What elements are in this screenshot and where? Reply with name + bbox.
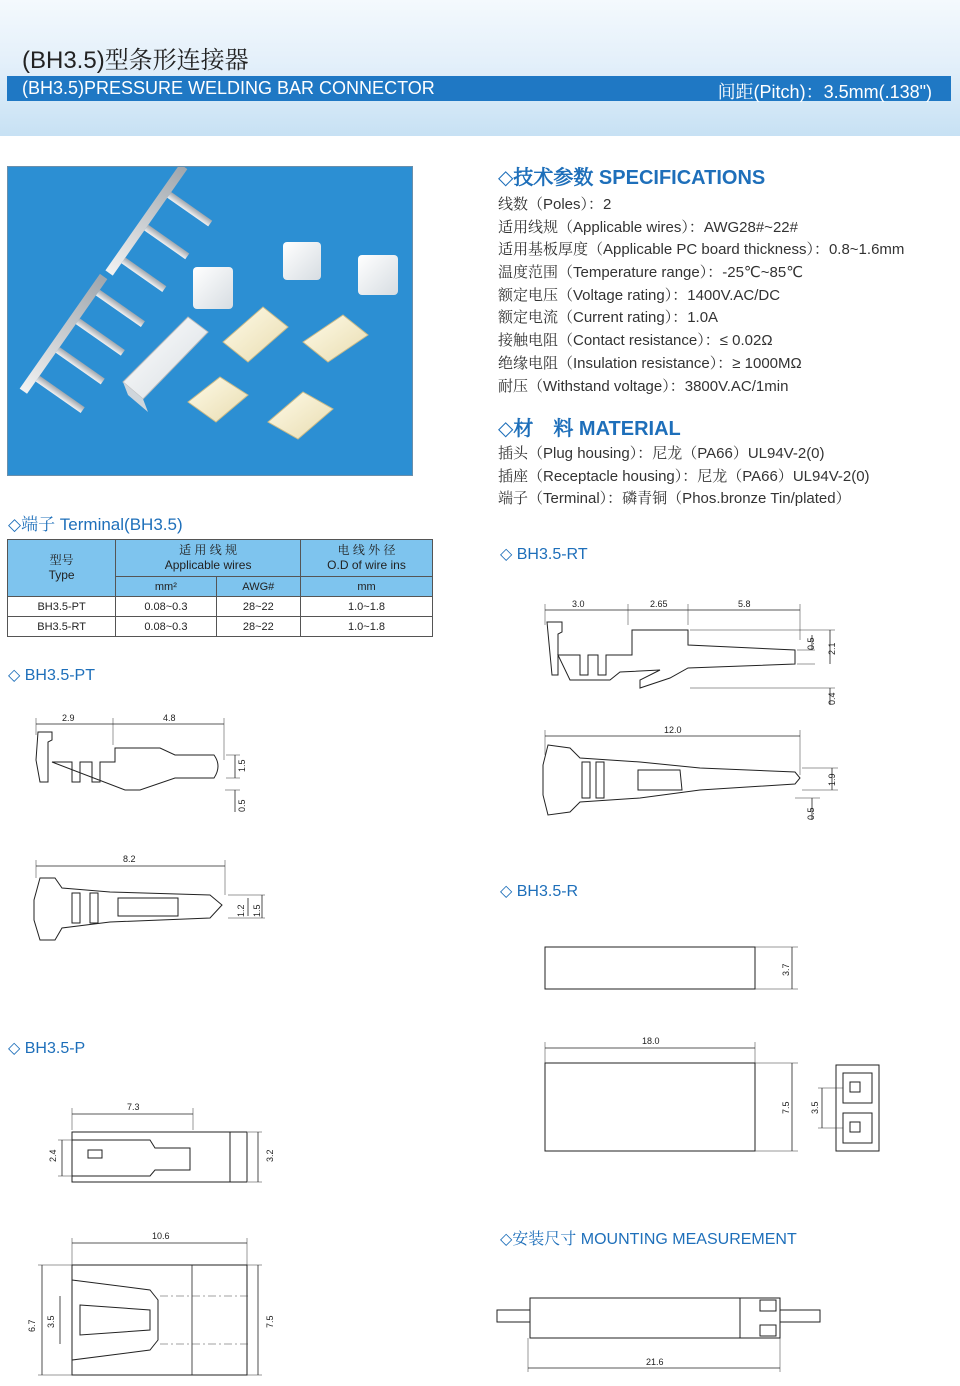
spec-item: 绝缘电阻（Insulation resistance）：≥ 1000MΩ (498, 354, 802, 372)
page-title-cn: (BH3.5)型条形连接器 (22, 47, 249, 74)
p-dim-g: 7.5 (265, 1315, 275, 1328)
material-item: 插座（Receptacle housing）：尼龙（PA66）UL94V-2(0) (498, 467, 870, 485)
unit-mm: mm (301, 577, 433, 597)
p-dim-a: 7.3 (127, 1102, 140, 1112)
p-dim-e: 6.7 (27, 1319, 37, 1332)
cell-od: 1.0~1.8 (301, 617, 433, 637)
p-dim-f: 3.5 (46, 1315, 56, 1328)
spec-item: 额定电压（Voltage rating）：1400V.AC/DC (498, 286, 781, 304)
rt-dim-g: 12.0 (664, 725, 682, 735)
r-top-view (545, 1036, 798, 1151)
pt-side-view (36, 713, 247, 812)
cell-awg: 28~22 (216, 597, 300, 617)
rt-dim-d: 0.5 (806, 637, 816, 650)
r-dim-c: 7.5 (781, 1101, 791, 1114)
mount-label: ◇安装尺寸 MOUNTING MEASUREMENT (500, 1231, 797, 1248)
material-item: 插头（Plug housing）：尼龙（PA66）UL94V-2(0) (498, 445, 825, 462)
p-dim-c: 3.2 (265, 1149, 275, 1162)
p-label: ◇ BH3.5-P (8, 1040, 86, 1057)
material-heading: ◇材 料 MATERIAL (498, 418, 681, 440)
spec-item: 接触电阻（Contact resistance）：≤ 0.02Ω (498, 332, 773, 350)
rt-dim-a: 3.0 (572, 599, 585, 609)
pt-dim-d: 0.5 (237, 799, 247, 812)
p-side-view (48, 1102, 275, 1182)
pitch-label: 间距(Pitch)：3.5mm(.138") (717, 82, 932, 102)
rt-dim-f: 0.4 (827, 692, 837, 705)
terminal-heading: ◇端子 Terminal(BH3.5) (8, 515, 183, 534)
cell-od: 1.0~1.8 (301, 597, 433, 617)
spec-item: 额定电流（Current rating）：1.0A (498, 309, 719, 327)
spec-item: 耐压（Withstand voltage）：3800V.AC/1min (498, 377, 789, 395)
rt-dim-e: 2.1 (827, 642, 837, 655)
wires-cn: 适 用 线 规 (179, 543, 238, 557)
r-dim-b: 18.0 (642, 1036, 660, 1046)
r-label: ◇ BH3.5-R (500, 883, 579, 900)
pt-dim-f: 1.2 (236, 904, 246, 917)
rt-dim-h: 1.9 (827, 773, 837, 786)
pt-dim-b: 4.8 (163, 713, 176, 723)
rt-dim-c: 5.8 (738, 599, 751, 609)
od-en: O.D of wire ins (327, 558, 406, 572)
spec-item: 温度范围（Temperature range）：-25℃~85℃ (498, 264, 804, 282)
rt-side-view (545, 599, 837, 705)
unit-awg: AWG# (216, 577, 300, 597)
r-dim-a: 3.7 (781, 963, 791, 976)
cell-mm2: 0.08~0.3 (116, 617, 216, 637)
rt-dim-b: 2.65 (650, 599, 668, 609)
unit-mm2: mm² (116, 577, 216, 597)
rt-top-view (543, 725, 838, 820)
mount-dim-a: 21.6 (646, 1357, 664, 1367)
cell-type: BH3.5-PT (8, 597, 116, 617)
rt-label: ◇ BH3.5-RT (500, 546, 588, 563)
pt-dim-a: 2.9 (62, 713, 75, 723)
pt-dim-c: 1.5 (237, 759, 247, 772)
r-end-view (810, 1065, 879, 1151)
spec-item: 线数（Poles）：2 (498, 196, 612, 213)
pt-top-view (34, 854, 265, 940)
p-top-view (27, 1231, 275, 1375)
material-item: 端子（Terminal）：磷青铜（Phos.bronze Tin/plated） (498, 490, 851, 508)
r-dim-d: 3.5 (810, 1101, 820, 1114)
cell-awg: 28~22 (216, 617, 300, 637)
spec-item: 适用线规（Applicable wires）：AWG28#~22# (498, 218, 798, 236)
type-cn: 型号 (49, 553, 74, 567)
p-dim-b: 2.4 (48, 1149, 58, 1162)
cell-type: BH3.5-RT (8, 617, 116, 637)
cell-mm2: 0.08~0.3 (116, 597, 216, 617)
p-dim-d: 10.6 (152, 1231, 170, 1241)
mounting-view (497, 1298, 820, 1372)
od-cn: 电 线 外 径 (337, 543, 396, 557)
wires-en: Applicable wires (164, 558, 252, 572)
rt-dim-i: 0.5 (806, 807, 816, 820)
type-en: Type (48, 568, 75, 582)
spec-item: 适用基板厚度（Applicable PC board thickness）：0.8~1.6mm (498, 241, 905, 259)
pt-dim-e: 8.2 (123, 854, 136, 864)
pt-dim-g: 1.5 (252, 904, 262, 917)
page-title-en: (BH3.5)PRESSURE WELDING BAR CONNECTOR (22, 78, 435, 98)
r-side-view (545, 947, 798, 989)
specifications-heading: ◇技术参数 SPECIFICATIONS (498, 167, 766, 189)
pt-label: ◇ BH3.5-PT (8, 667, 95, 684)
